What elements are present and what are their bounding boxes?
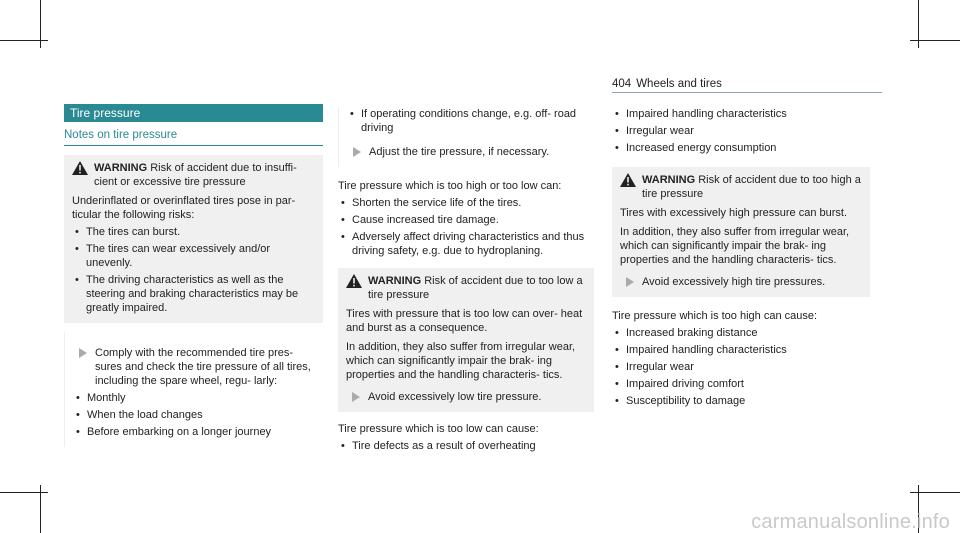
action-box bbox=[338, 107, 594, 167]
column-3 bbox=[612, 104, 870, 408]
list-item: • Before embarking on a longer journey bbox=[73, 425, 315, 439]
column-1 bbox=[64, 104, 323, 447]
list-item: • Impaired handling characteristics bbox=[612, 343, 870, 357]
list-item: • Susceptibility to damage bbox=[612, 394, 870, 408]
section-title: Tire pressure bbox=[64, 104, 323, 122]
effects-list bbox=[338, 196, 594, 258]
risk-list bbox=[72, 225, 315, 315]
cause-list bbox=[338, 439, 594, 453]
action-step: Avoid excessively low tire pressure. bbox=[346, 390, 586, 404]
effects-list bbox=[612, 326, 870, 408]
paragraph: Tire pressure which is too high or too low can: bbox=[338, 180, 562, 192]
page-number: 404 bbox=[612, 78, 632, 90]
header-rule bbox=[612, 92, 882, 93]
paragraph: Underinflated or overinflated tires pose in par- ticular the following risks: bbox=[72, 195, 296, 221]
watermark: carmanualsonline.info bbox=[751, 511, 950, 533]
list-item: • When the load changes bbox=[73, 408, 315, 422]
list-item: • Impaired driving comfort bbox=[612, 377, 870, 391]
list-item: • Impaired handling characteristics bbox=[612, 107, 870, 121]
list-item: • Shorten the service life of the tires. bbox=[338, 196, 594, 210]
list-item: • Increased braking distance bbox=[612, 326, 870, 340]
warning-label: WARNING bbox=[642, 174, 696, 186]
warning-triangle-icon bbox=[620, 173, 636, 187]
warning-triangle-icon bbox=[72, 161, 88, 175]
action-box bbox=[64, 332, 323, 447]
paragraph: Tire pressure which is too high can cause: bbox=[612, 310, 818, 322]
list-item: • The tires can wear excessively and/or unevenly. bbox=[72, 242, 315, 270]
page-title: Wheels and tires bbox=[636, 78, 722, 90]
warning-box bbox=[64, 155, 323, 323]
list-item: • Irregular wear bbox=[612, 360, 870, 374]
list-item: • If operating conditions change, e.g. off- road driving bbox=[347, 107, 586, 135]
list-item: • The driving characteristics as well as the steering and braking characteristics may be greatly impaired. bbox=[72, 273, 315, 315]
list-item: • Adversely affect driving characteristics and thus driving safety, e.g. due to hydroplaning. bbox=[338, 230, 594, 258]
paragraph: Tires with pressure that is too low can over- heat and burst as a consequence. bbox=[346, 308, 583, 334]
list-item: • Cause increased tire damage. bbox=[338, 213, 594, 227]
schedule-list bbox=[73, 391, 315, 439]
warning-text: Risk of accident due to too low a tire pressure bbox=[368, 275, 583, 301]
list-item: • The tires can burst. bbox=[72, 225, 315, 239]
list-item: • Irregular wear bbox=[612, 124, 870, 138]
warning-text: Risk of accident due to too high a tire pressure bbox=[642, 174, 861, 200]
sub-title: Notes on tire pressure bbox=[64, 128, 323, 146]
warning-box bbox=[612, 167, 870, 297]
list-item: • Tire defects as a result of overheating bbox=[338, 439, 594, 453]
paragraph: In addition, they also suffer from irregular wear, which can significantly impair the brak- ing properties and the handling characteris- tics. bbox=[620, 226, 850, 266]
warning-box bbox=[338, 268, 594, 412]
paragraph: Tire pressure which is too low can cause: bbox=[338, 423, 539, 435]
paragraph: In addition, they also suffer from irregular wear, which can significantly impair the brak- ing properties and the handling characteris- tics. bbox=[346, 341, 576, 381]
action-step: Avoid excessively high tire pressures. bbox=[620, 275, 862, 289]
paragraph: Tires with excessively high pressure can burst. bbox=[620, 207, 848, 219]
list-item: • Monthly bbox=[73, 391, 315, 405]
warning-label: WARNING bbox=[94, 162, 148, 174]
page-header bbox=[612, 77, 722, 91]
warning-text: Risk of accident due to insuffi- cient or excessive tire pressure bbox=[94, 162, 297, 188]
column-2 bbox=[338, 104, 594, 453]
effects-list bbox=[612, 107, 870, 155]
action-step: Comply with the recommended tire pres- sures and check the tire pressure of all tires, including the spare wheel, regu- larly: bbox=[73, 346, 315, 388]
action-step: Adjust the tire pressure, if necessary. bbox=[347, 145, 586, 159]
condition-list bbox=[347, 107, 586, 135]
warning-label: WARNING bbox=[368, 275, 422, 287]
list-item: • Increased energy consumption bbox=[612, 141, 870, 155]
warning-triangle-icon bbox=[346, 274, 362, 288]
